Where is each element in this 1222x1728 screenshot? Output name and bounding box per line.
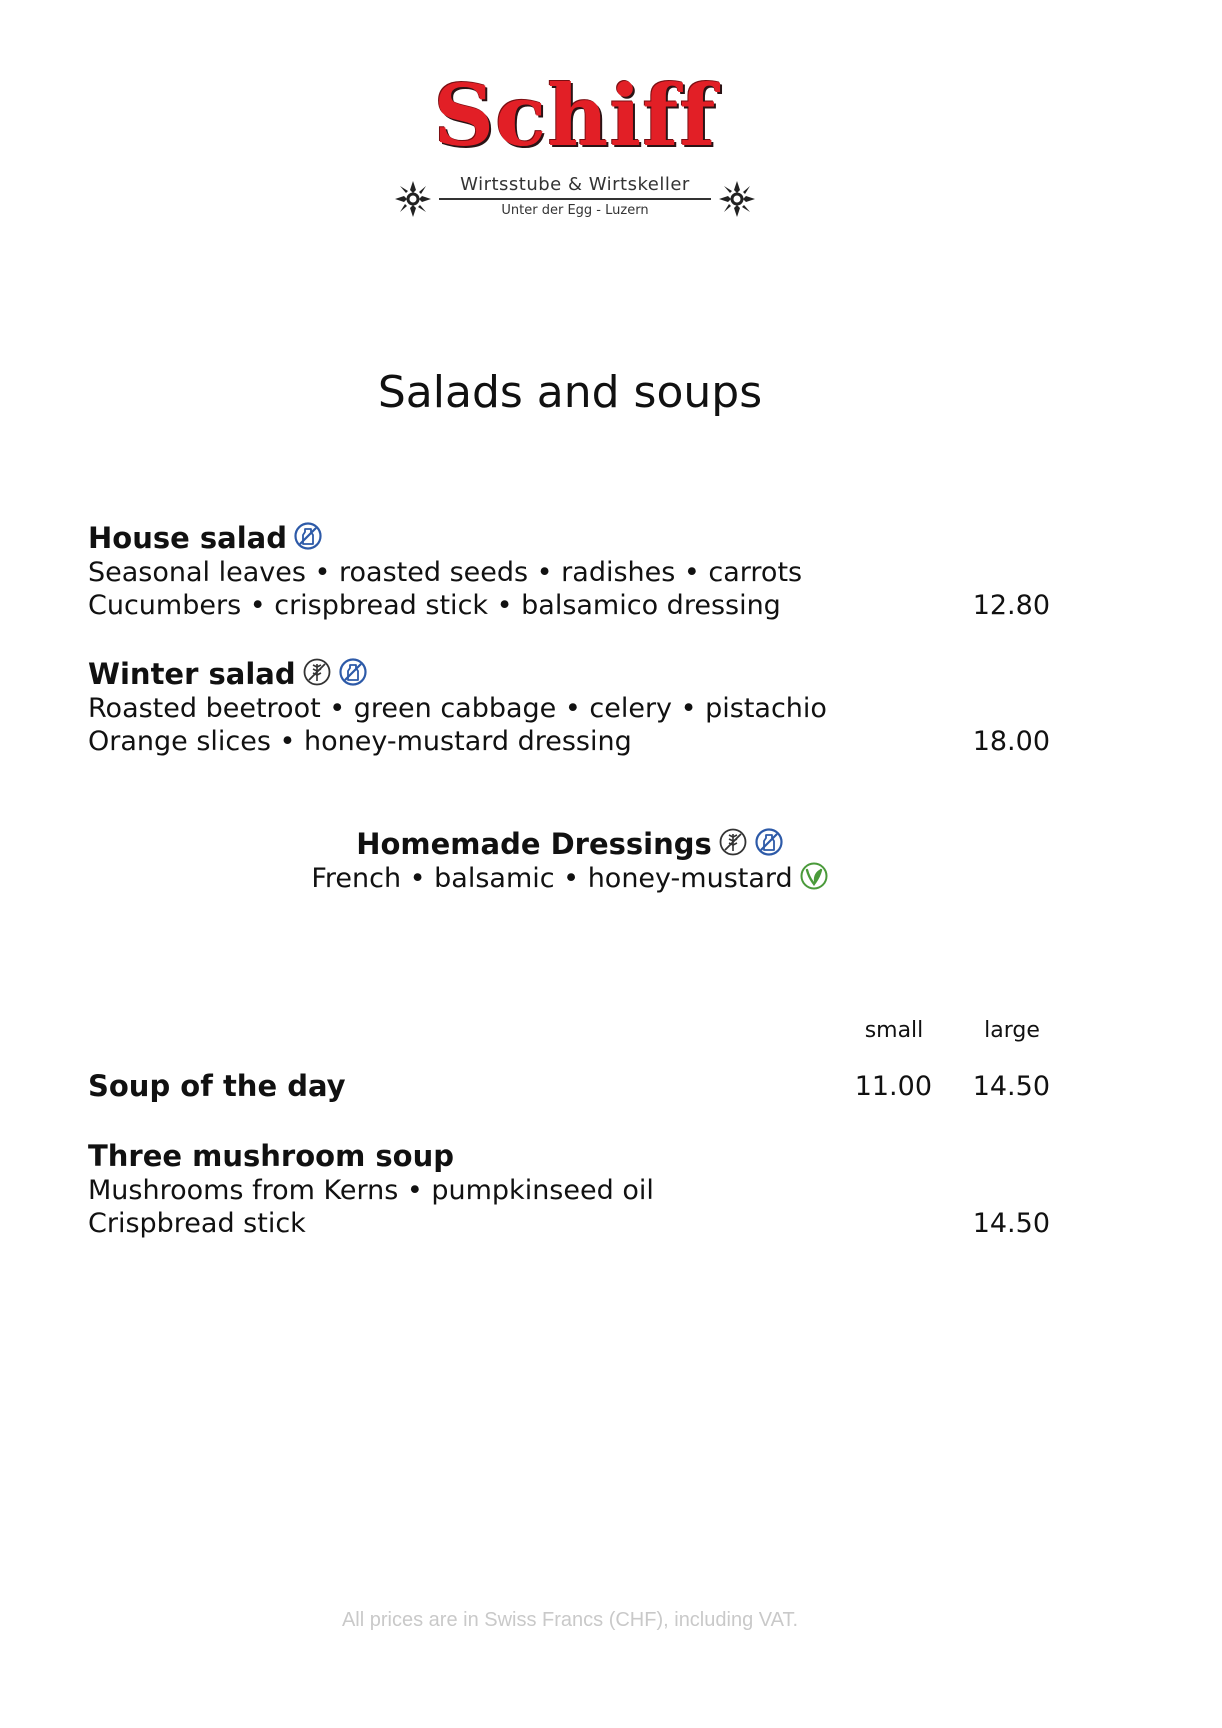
ornament-right-icon (713, 175, 761, 223)
item-name: House salad (88, 521, 287, 555)
lactose-free-icon (338, 657, 368, 687)
menu-item-soup-of-the-day: Soup of the day (88, 1069, 346, 1103)
menu-item-three-mushroom-soup (88, 1138, 654, 1240)
gluten-free-icon (718, 827, 748, 857)
dressings-title-row (0, 826, 1140, 862)
page-title: Salads and soups (377, 367, 763, 418)
item-description-line: Mushrooms from Kerns • pumpkinseed oil (88, 1175, 654, 1206)
item-description-line: Crispbread stick (88, 1208, 306, 1239)
column-header-large: large (984, 1018, 1040, 1043)
item-description-line: Cucumbers • crispbread stick • balsamico dressing (88, 590, 781, 621)
dressings-section (0, 826, 1140, 895)
item-name: Winter salad (88, 657, 296, 691)
lactose-free-icon (754, 827, 784, 857)
logo-subtitle: Wirtsstube & Wirtskeller (460, 174, 690, 195)
item-price: 12.80 (972, 590, 1050, 621)
dressings-list-row (0, 862, 1140, 895)
menu-item-winter-salad (88, 656, 827, 758)
dressings-list: French • balsamic • honey-mustard (311, 863, 793, 894)
gluten-free-icon (302, 657, 332, 687)
item-description-line: Orange slices • honey-mustard dressing (88, 726, 632, 757)
item-price-large: 14.50 (972, 1071, 1050, 1102)
item-name: Three mushroom soup (88, 1139, 454, 1173)
item-description-line: Seasonal leaves • roasted seeds • radishes • carrots (88, 557, 803, 588)
item-price: 18.00 (972, 726, 1050, 757)
item-name-row (88, 520, 802, 556)
footer-price-note: All prices are in Swiss Francs (CHF), including VAT. (341, 1609, 799, 1631)
dressings-title: Homemade Dressings (356, 827, 712, 861)
logo-wordmark: Schiff (433, 66, 717, 165)
item-price: 14.50 (972, 1208, 1050, 1239)
item-price-small: 11.00 (854, 1071, 932, 1102)
ornament-left-icon (389, 175, 437, 223)
item-description-line: Roasted beetroot • green cabbage • celery • pistachio (88, 693, 827, 724)
menu-item-house-salad (88, 520, 802, 622)
item-name-row (88, 656, 827, 692)
column-header-small: small (864, 1018, 924, 1043)
lactose-free-icon (293, 521, 323, 551)
restaurant-logo (385, 66, 765, 230)
logo-location: Unter der Egg - Luzern (501, 203, 649, 218)
vegan-icon (799, 861, 829, 891)
logo-divider (439, 198, 711, 200)
